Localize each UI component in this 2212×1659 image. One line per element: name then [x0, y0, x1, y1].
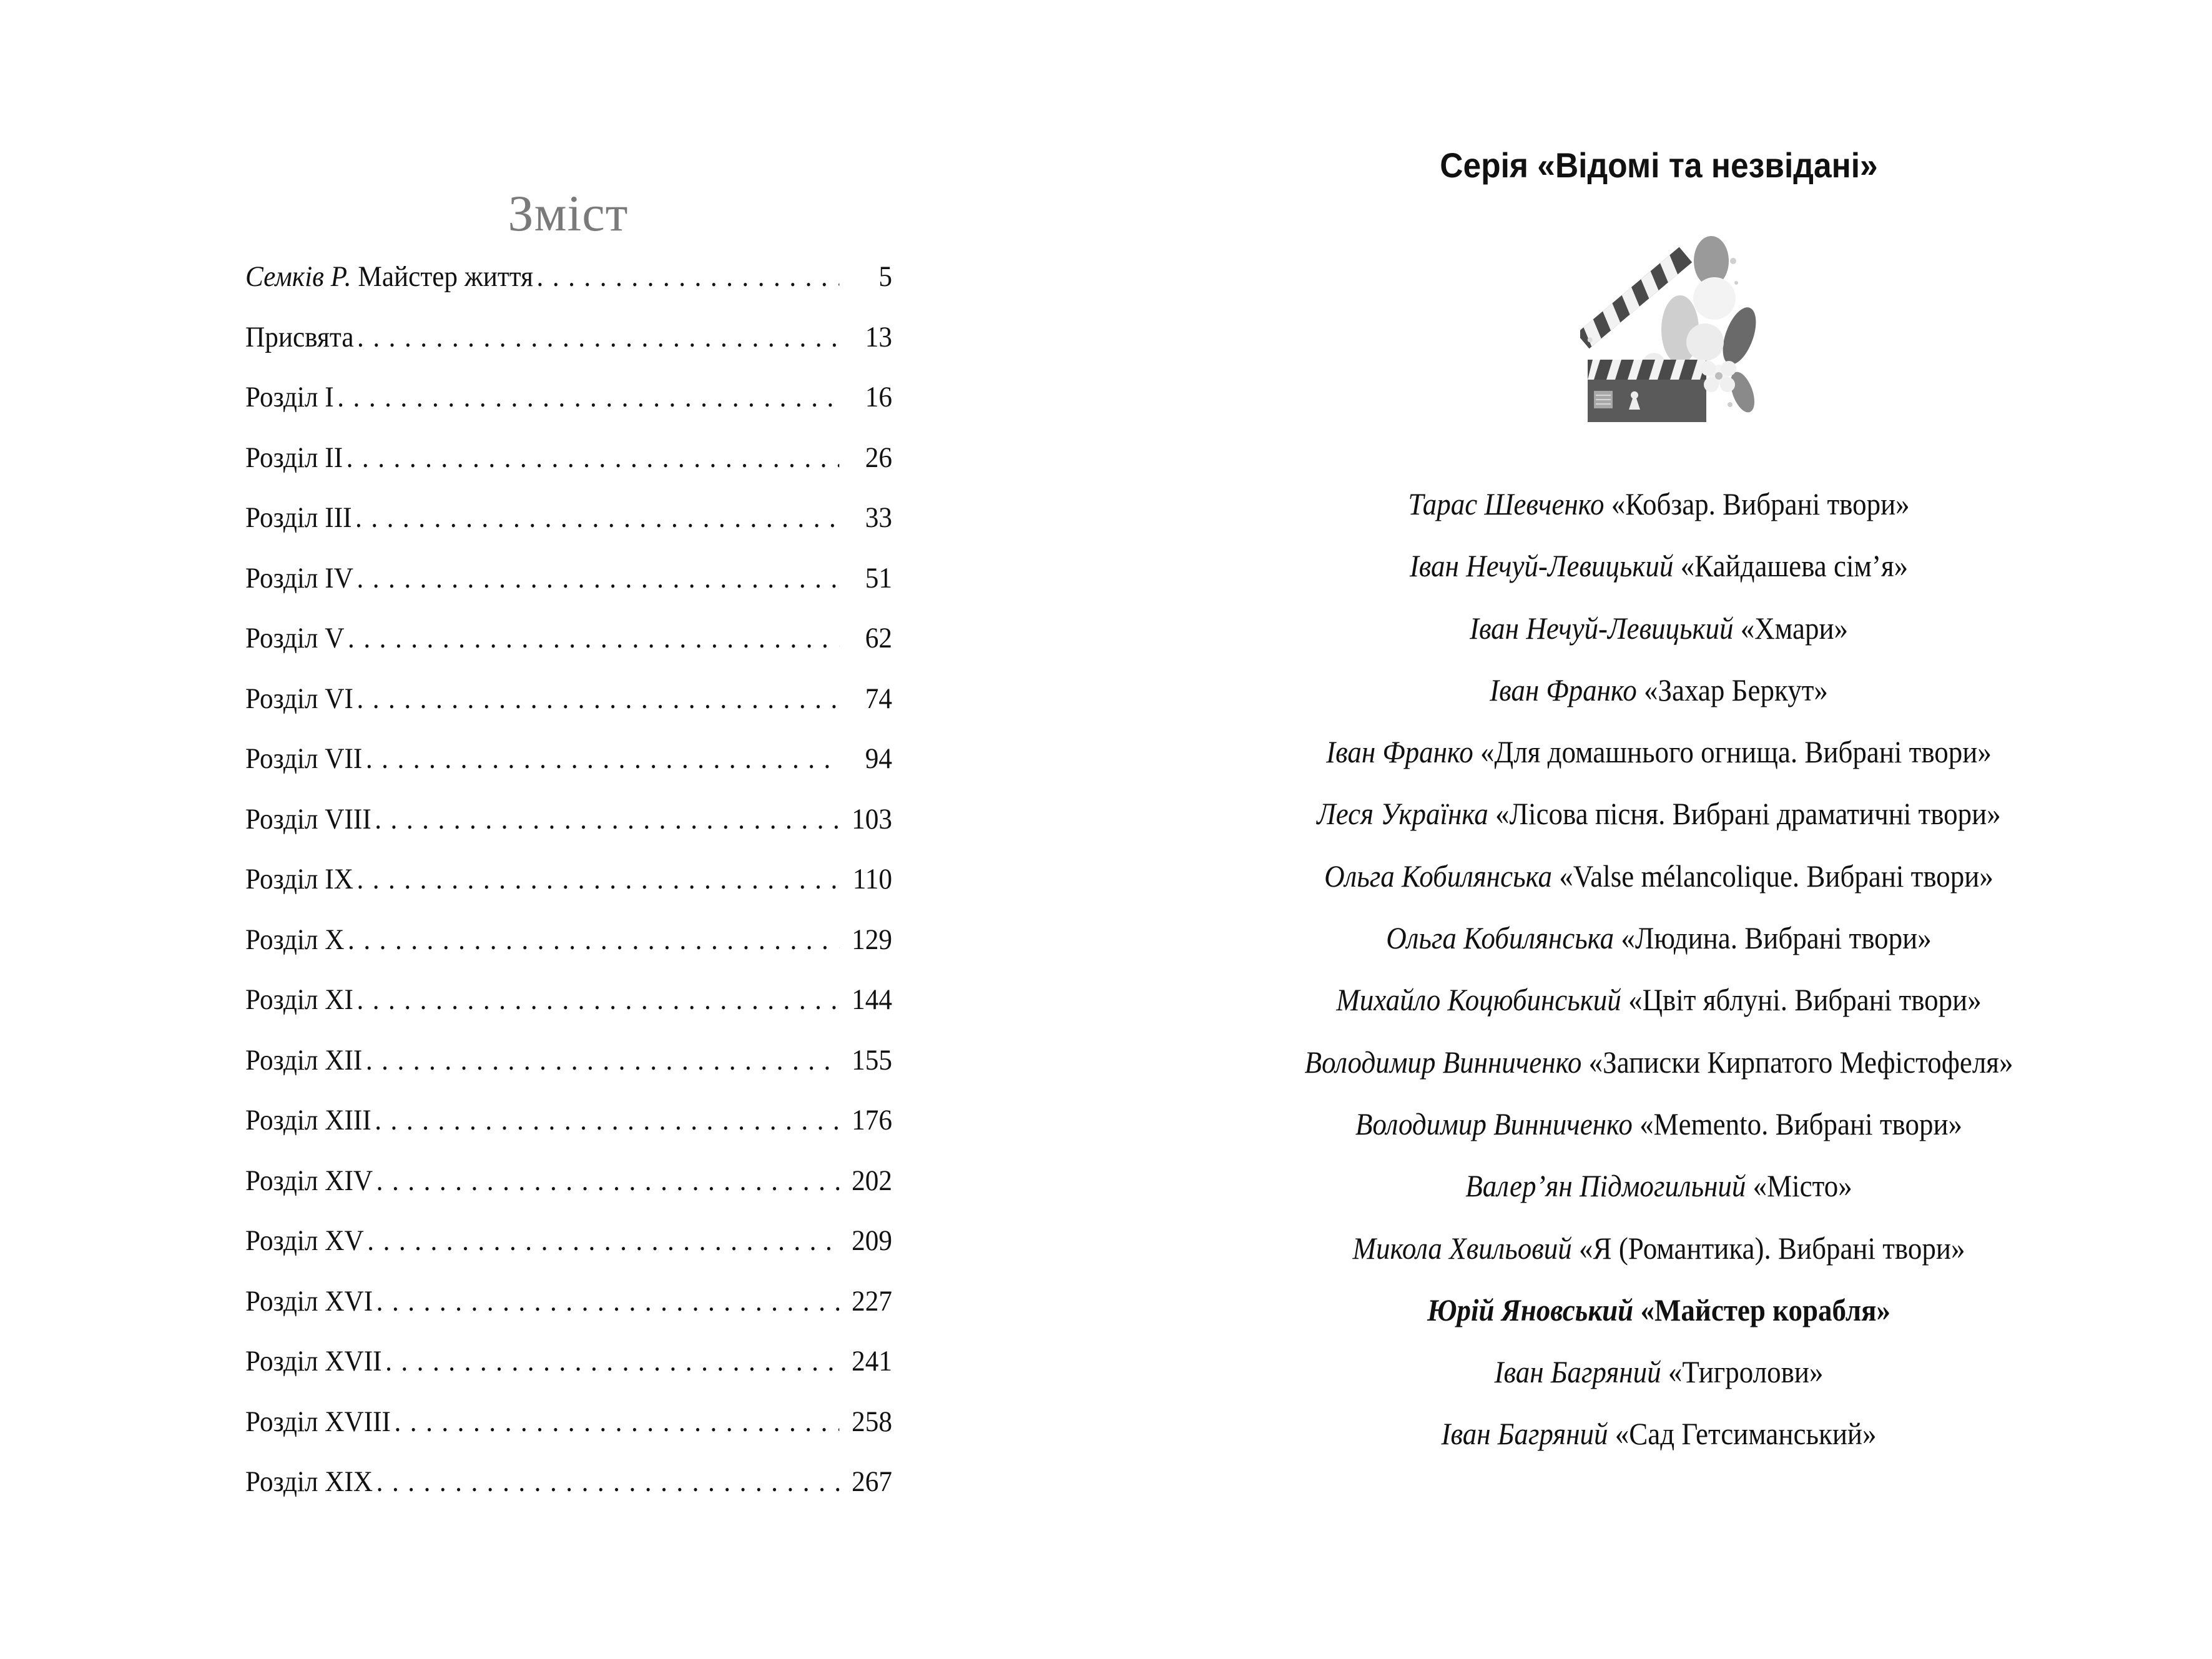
- toc-page-number: 227: [852, 1284, 893, 1317]
- book-author: Тарас Шевченко: [1408, 486, 1605, 521]
- toc-entry-label: [245, 548, 353, 609]
- toc-entry: [245, 970, 892, 1030]
- toc-entry-label: [245, 849, 353, 910]
- toc-entry: [245, 1331, 892, 1392]
- toc-entry: [245, 1211, 892, 1271]
- series-book-item: [1161, 783, 2157, 845]
- toc-page-number: 5: [878, 260, 893, 293]
- toc-entry: [245, 729, 892, 789]
- clapperboard-with-flowers-icon: [1580, 236, 1774, 423]
- book-title: «Memento. Вибрані твори»: [1639, 1106, 1963, 1141]
- dot-leader: [376, 1151, 840, 1211]
- series-book-item: [1161, 473, 2157, 535]
- flower-shape: [1686, 323, 1724, 361]
- toc-page-number: 74: [865, 682, 893, 715]
- dot-leader: [394, 1392, 839, 1452]
- toc-entry-label: [245, 1151, 373, 1211]
- book-author: Іван Франко: [1326, 734, 1473, 770]
- series-book-item: [1161, 907, 2157, 969]
- book-title: «Сад Гетсиманський»: [1615, 1416, 1877, 1452]
- toc-entry-label: [245, 247, 533, 307]
- book-title: «Захар Беркут»: [1644, 672, 1828, 707]
- series-book-item: [1161, 1093, 2157, 1155]
- toc-entry-title: Розділ III: [245, 501, 352, 534]
- toc-page-number: 94: [865, 742, 893, 775]
- toc-entry: [245, 669, 892, 729]
- toc-entry-label: [245, 970, 353, 1030]
- toc-page-number: 33: [865, 501, 893, 534]
- toc-entry-title: Розділ XIX: [245, 1465, 373, 1498]
- toc-entry-label: [245, 789, 371, 850]
- dot-leader: [355, 488, 839, 548]
- toc-page-number: 209: [852, 1224, 893, 1257]
- dot-leader: [375, 1090, 839, 1151]
- toc-entry: [245, 849, 892, 910]
- series-book-item: [1161, 845, 2157, 907]
- dot-leader: [356, 849, 839, 910]
- table-of-contents: [245, 247, 892, 1512]
- dot-leader: [366, 1030, 840, 1091]
- toc-entry-label: [245, 608, 345, 669]
- toc-page-number: 155: [852, 1043, 893, 1076]
- toc-page-number: 241: [852, 1345, 893, 1377]
- book-author: Іван Багряний: [1494, 1354, 1661, 1390]
- toc-entry: [245, 608, 892, 669]
- dot-leader: [375, 789, 839, 850]
- book-title: «Кобзар. Вибрані твори»: [1611, 486, 1910, 521]
- book-author: Іван Нечуй-Левицький: [1409, 548, 1674, 584]
- leaf-shape: [1726, 369, 1759, 416]
- dot-leader: [357, 307, 839, 368]
- toc-entry: [245, 1151, 892, 1211]
- series-book-item: [1161, 598, 2157, 659]
- book-author: Володимир Винниченко: [1304, 1044, 1582, 1080]
- dot-leader: [537, 247, 840, 307]
- toc-entry: [245, 1271, 892, 1332]
- dot-leader: [356, 548, 839, 609]
- toc-page-number: 267: [852, 1465, 893, 1498]
- toc-page-number: 51: [865, 561, 893, 594]
- toc-entry-title: Розділ VIII: [245, 802, 371, 835]
- toc-entry-title: Майстер життя: [358, 260, 534, 293]
- toc-entry-label: [245, 669, 353, 729]
- dot-leader: [356, 669, 839, 729]
- book-title: «Місто»: [1752, 1168, 1852, 1204]
- dot-leader: [348, 608, 839, 669]
- toc-entry: [245, 428, 892, 488]
- dot-leader: [347, 428, 840, 488]
- series-book-item: [1161, 535, 2157, 597]
- toc-entry-title: Розділ XVII: [245, 1345, 382, 1377]
- toc-entry-author: Семків Р.: [245, 260, 351, 293]
- book-author: Ольга Кобилянська: [1324, 858, 1552, 893]
- book-author: Валер’ян Підмогильний: [1465, 1168, 1746, 1204]
- series-book-item: [1161, 1403, 2157, 1465]
- toc-entry-label: [245, 1090, 371, 1151]
- toc-entry-title: Розділ X: [245, 923, 345, 956]
- toc-entry-label: [245, 1452, 373, 1512]
- toc-entry-label: [245, 1271, 373, 1332]
- toc-page-number: 103: [852, 802, 893, 835]
- dot-leader: [385, 1331, 839, 1392]
- toc-entry-title: Розділ IX: [245, 863, 353, 895]
- book-title: «Я (Романтика). Вибрані твори»: [1579, 1230, 1965, 1266]
- toc-entry-label: [245, 1331, 382, 1392]
- book-author: Іван Нечуй-Левицький: [1469, 610, 1734, 646]
- toc-entry-title: Розділ VI: [245, 682, 353, 715]
- toc-entry-title: Розділ VII: [245, 742, 363, 775]
- toc-entry-label: [245, 729, 362, 789]
- flower-shape: [1693, 277, 1736, 320]
- book-title: «Записки Кирпатого Мефістофеля»: [1588, 1044, 2013, 1080]
- toc-entry: [245, 548, 892, 609]
- toc-entry-title: Розділ XVI: [245, 1284, 373, 1317]
- dot-leader: [366, 729, 840, 789]
- toc-entry-label: [245, 488, 352, 548]
- book-author: Юрій Яновський: [1427, 1292, 1634, 1327]
- series-book-item: [1161, 1031, 2157, 1093]
- series-book-item: [1161, 1218, 2157, 1279]
- series-title: Серія «Відомі та незвідані»: [1440, 145, 1878, 185]
- toc-entry: [245, 1392, 892, 1452]
- book-author: Ольга Кобилянська: [1386, 920, 1615, 956]
- book-title: «Людина. Вибрані твори»: [1621, 920, 1932, 956]
- dot-leader: [367, 1211, 839, 1271]
- series-book-item: [1161, 1155, 2157, 1217]
- dot-leader: [376, 1271, 840, 1332]
- dot-leader: [376, 1452, 840, 1512]
- book-author: Іван Багряний: [1441, 1416, 1608, 1452]
- toc-entry-title: Розділ XIII: [245, 1104, 371, 1136]
- toc-entry-title: Розділ XII: [245, 1043, 363, 1076]
- book-title: «Valse mélancolique. Вибрані твори»: [1559, 858, 1993, 893]
- book-author: Володимир Винниченко: [1355, 1106, 1633, 1141]
- book-author: Микола Хвильовий: [1352, 1230, 1572, 1266]
- toc-page-number: 13: [865, 320, 893, 353]
- toc-page-number: 110: [852, 863, 893, 895]
- toc-entry: [245, 367, 892, 428]
- dot-leader: [337, 367, 839, 428]
- toc-entry-title: Розділ IV: [245, 561, 353, 594]
- toc-entry: [245, 247, 892, 307]
- toc-entry-label: [245, 307, 354, 368]
- book-title: «Тигролови»: [1668, 1354, 1824, 1390]
- toc-page-number: 258: [852, 1405, 893, 1438]
- book-title: «Лісова пісня. Вибрані драматичні твори»: [1495, 796, 2001, 832]
- toc-entry-title: Розділ I: [245, 381, 334, 413]
- toc-entry: [245, 307, 892, 368]
- series-book-item: [1161, 721, 2157, 783]
- book-author: Іван Франко: [1490, 672, 1637, 707]
- toc-entry-label: [245, 1030, 362, 1091]
- series-book-list: [1106, 473, 2212, 1465]
- book-title: «Цвіт яблуні. Вибрані твори»: [1628, 982, 1982, 1018]
- dot-leader: [356, 970, 839, 1030]
- clapper-stripe: [1588, 360, 1706, 380]
- toc-entry: [245, 1090, 892, 1151]
- toc-entry: [245, 789, 892, 850]
- dot-leader: [348, 910, 839, 970]
- toc-entry-label: [245, 367, 334, 428]
- toc-page-number: 202: [852, 1164, 893, 1197]
- toc-entry-label: [245, 910, 345, 970]
- toc-page-number: 62: [865, 622, 893, 654]
- series-book-item: [1161, 969, 2157, 1031]
- right-page-series: [1106, 0, 2212, 1659]
- toc-entry-title: Розділ XI: [245, 983, 353, 1016]
- toc-entry-title: Розділ XV: [245, 1224, 364, 1257]
- book-title: «Для домашнього огнища. Вибрані твори»: [1480, 734, 1992, 770]
- toc-page-number: 129: [852, 923, 893, 956]
- toc-entry-label: [245, 1211, 364, 1271]
- toc-entry: [245, 1452, 892, 1512]
- series-book-item: [1161, 659, 2157, 721]
- book-title: «Кайдашева сім’я»: [1680, 548, 1909, 584]
- toc-entry-label: [245, 428, 343, 488]
- toc-entry-title: Розділ V: [245, 622, 345, 654]
- toc-entry: [245, 1030, 892, 1091]
- toc-entry-label: [245, 1392, 391, 1452]
- toc-page-number: 144: [852, 983, 893, 1016]
- toc-entry-title: Присвята: [245, 320, 354, 353]
- toc-page-number: 16: [865, 381, 893, 413]
- series-book-item: [1161, 1279, 2157, 1341]
- series-book-item: [1161, 1341, 2157, 1403]
- toc-page-number: 26: [865, 441, 893, 474]
- contents-title: Зміст: [508, 184, 629, 242]
- toc-entry-title: Розділ II: [245, 441, 343, 474]
- book-title: «Хмари»: [1740, 610, 1849, 646]
- toc-entry: [245, 910, 892, 970]
- book-author: Михайло Коцюбинський: [1336, 982, 1621, 1018]
- book-title: «Майстер корабля»: [1640, 1292, 1891, 1327]
- toc-entry-title: Розділ XIV: [245, 1164, 373, 1197]
- book-author: Леся Українка: [1317, 796, 1488, 832]
- toc-entry: [245, 488, 892, 548]
- toc-page-number: 176: [852, 1104, 893, 1136]
- toc-entry-title: Розділ XVIII: [245, 1405, 391, 1438]
